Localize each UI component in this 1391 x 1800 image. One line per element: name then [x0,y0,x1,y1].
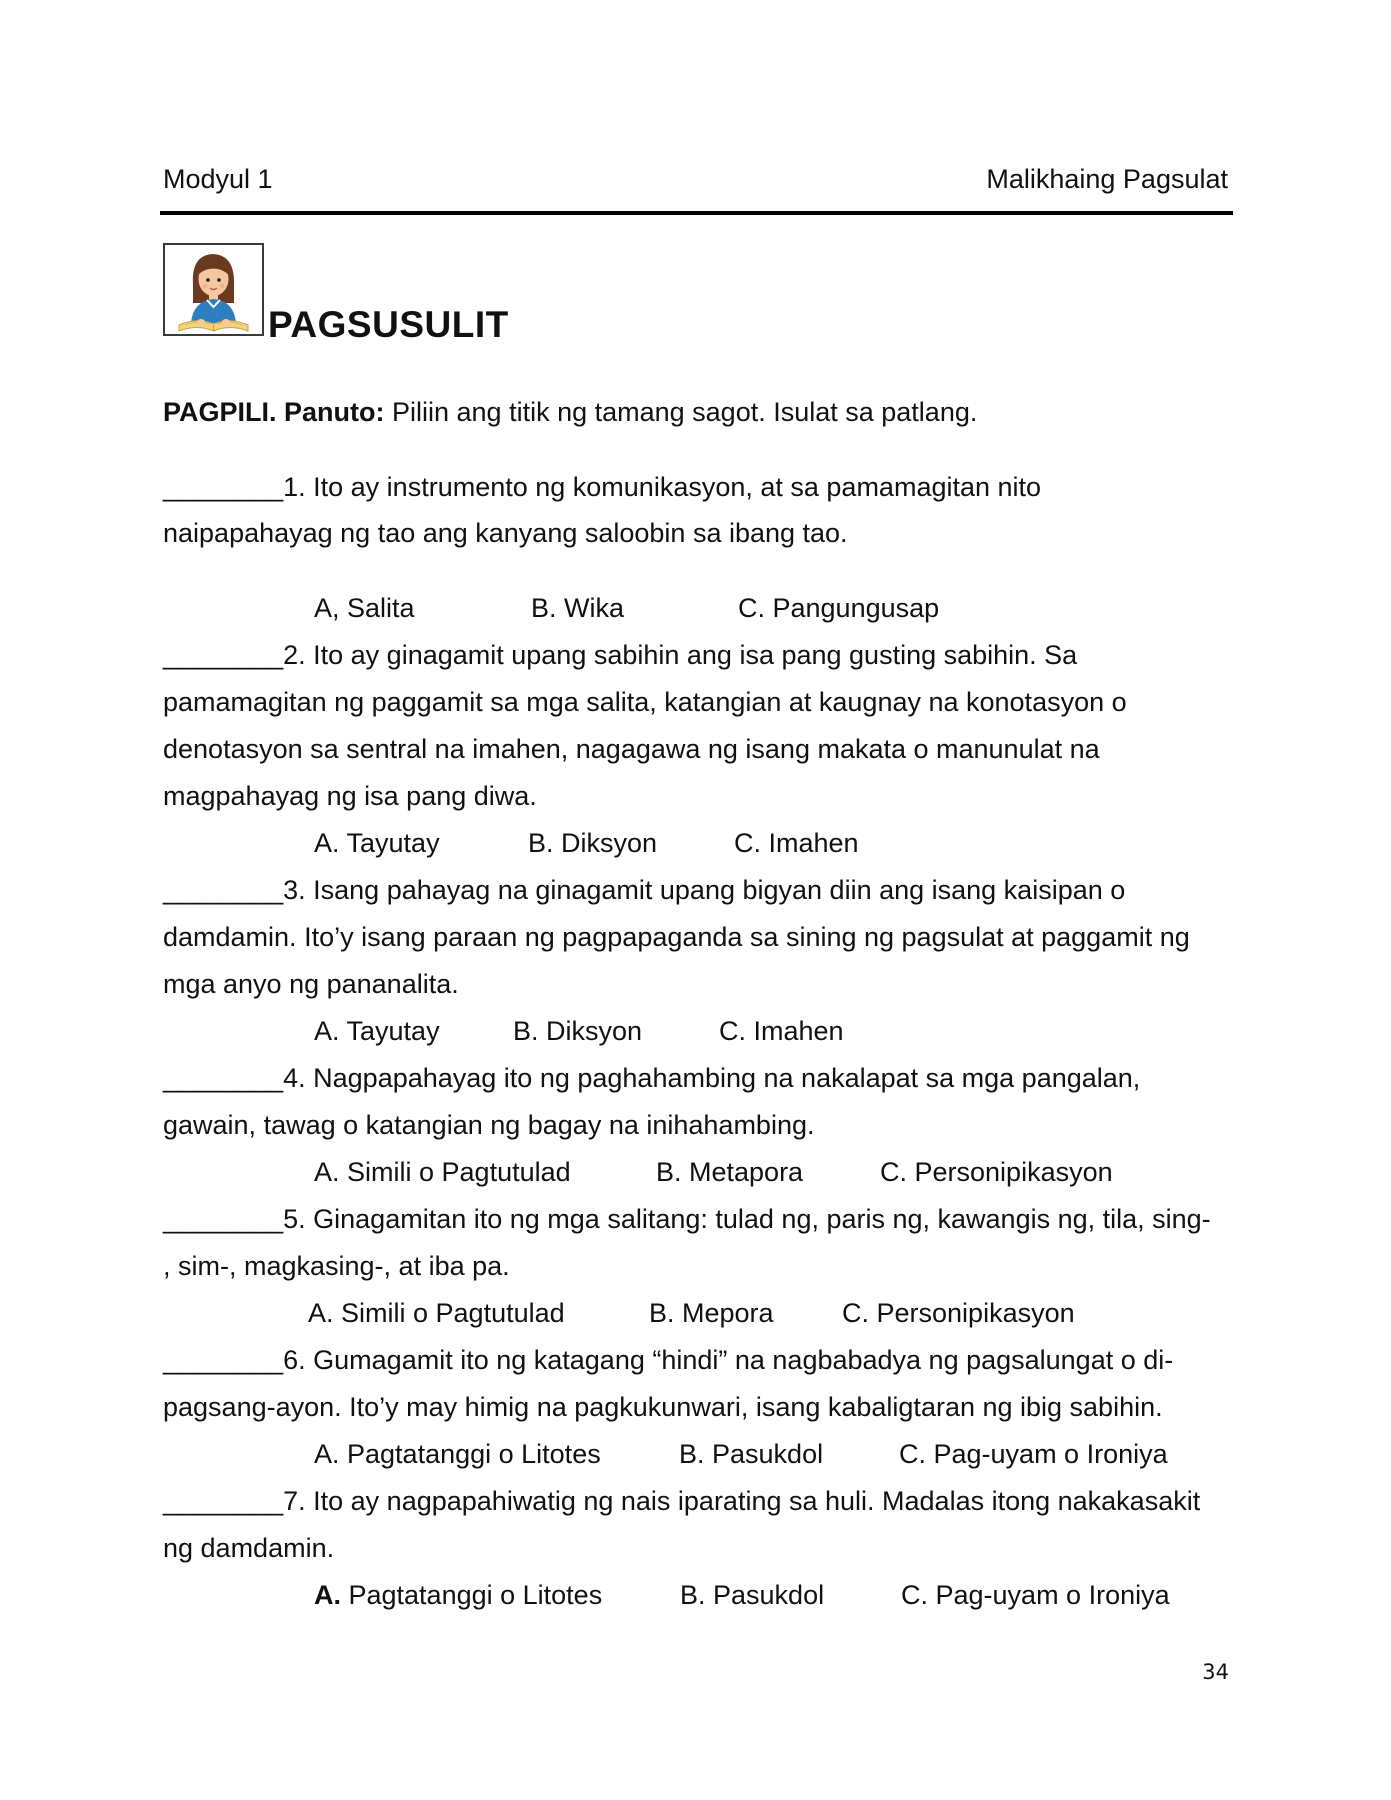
header-module-label: Modyul 1 [163,164,273,194]
question-3-option-a: A. Tayutay [314,1016,440,1046]
instructions [163,395,977,429]
question-5-option-b: B. Mepora [649,1298,774,1328]
question-6-line-1: ________6. Gumagamit ito ng katagang “hindi” na nagbabadya ng pagsalungat o di- [163,1345,1174,1375]
question-1-line-2: naipapahayag ng tao ang kanyang saloobin sa ibang tao. [163,518,848,548]
question-2-option-c: C. Imahen [734,828,859,858]
question-7-line-2: ng damdamin. [163,1533,335,1563]
section-title: PAGSUSULIT [268,304,509,345]
question-2-option-b: B. Diksyon [528,828,658,858]
page-number: 34 [1202,1660,1229,1684]
question-7-option-a-letter: A. [314,1580,341,1610]
question-2-line-1: ________2. Ito ay ginagamit upang sabihin ang isa pang gusting sabihin. Sa [163,640,1078,670]
question-1-line-1: ________1. Ito ay instrumento ng komunikasyon, at sa pamamagitan nito [163,472,1042,502]
question-7-option-b: B. Pasukdol [680,1580,825,1610]
header-subject-label: Malikhaing Pagsulat [986,164,1228,194]
student-reading-icon [163,243,264,336]
instructions-label: PAGPILI. Panuto: [163,397,385,427]
question-4-option-c: C. Personipikasyon [880,1157,1113,1187]
question-4-line-2: gawain, tawag o katangian ng bagay na inihahambing. [163,1110,815,1140]
question-1-option-b: B. Wika [531,593,625,623]
question-4-line-1: ________4. Nagpapahayag ito ng paghahambing na nakalapat sa mga pangalan, [163,1063,1141,1093]
question-5-line-1: ________5. Ginagamitan ito ng mga salitang: tulad ng, paris ng, kawangis ng, tila, sing- [163,1204,1211,1234]
question-3-option-c: C. Imahen [719,1016,844,1046]
question-7-option-a [314,1578,602,1612]
question-5-option-c: C. Personipikasyon [842,1298,1075,1328]
question-4-option-a: A. Simili o Pagtutulad [314,1157,571,1187]
question-5-option-a: A. Simili o Pagtutulad [308,1298,565,1328]
question-7-line-1: ________7. Ito ay nagpapahiwatig ng nais iparating sa huli. Madalas itong nakakasakit [163,1486,1201,1516]
question-6-option-b: B. Pasukdol [679,1439,824,1469]
question-6-line-2: pagsang-ayon. Ito’y may himig na pagkukunwari, isang kabaligtaran ng ibig sabihin. [163,1392,1163,1422]
question-2-option-a: A. Tayutay [314,828,440,858]
question-5-line-2: , sim-, magkasing-, at iba pa. [163,1251,510,1281]
instructions-text: Piliin ang titik ng tamang sagot. Isulat sa patlang. [384,397,978,427]
question-3-line-3: mga anyo ng pananalita. [163,969,459,999]
question-3-line-2: damdamin. Ito’y isang paraan ng pagpapaganda sa sining ng pagsulat at paggamit ng [163,922,1190,952]
question-4-option-b: B. Metapora [656,1157,804,1187]
question-6-option-a: A. Pagtatanggi o Litotes [314,1439,601,1469]
question-6-option-c: C. Pag-uyam o Ironiya [899,1439,1168,1469]
question-7-option-c: C. Pag-uyam o Ironiya [901,1580,1170,1610]
question-2-line-3: denotasyon sa sentral na imahen, nagagawa ng isang makata o manunulat na [163,734,1100,764]
header-divider [160,211,1233,215]
question-1-option-c: C. Pangungusap [738,593,940,623]
question-3-line-1: ________3. Isang pahayag na ginagamit upang bigyan diin ang isang kaisipan o [163,875,1126,905]
question-3-option-b: B. Diksyon [513,1016,643,1046]
question-1-option-a: A, Salita [314,593,415,623]
question-2-line-4: magpahayag ng isa pang diwa. [163,781,537,811]
question-7-option-a-text: Pagtatanggi o Litotes [341,1580,603,1610]
question-2-line-2: pamamagitan ng paggamit sa mga salita, katangian at kaugnay na konotasyon o [163,687,1127,717]
